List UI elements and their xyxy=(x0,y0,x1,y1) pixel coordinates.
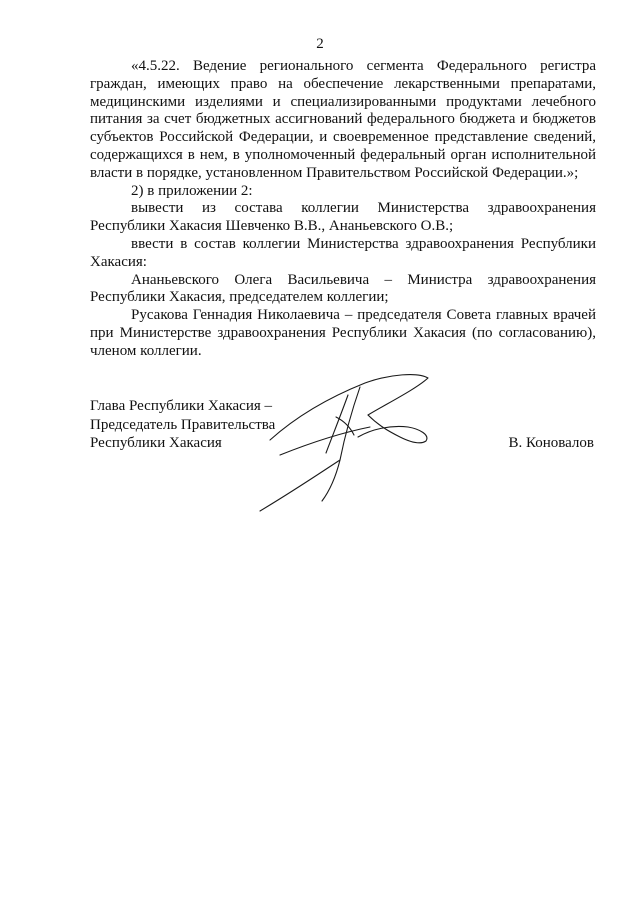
signatory-position-line: Республики Хакасия xyxy=(90,435,222,451)
page-number: 2 xyxy=(316,36,324,52)
paragraph-appendix-2: 2) в приложении 2: xyxy=(131,182,253,199)
paragraph-remove-members: вывести из состава коллегии Министерства здравоохранения Республики Хакасия Шевченко В.В., Ананьевского О.В.; xyxy=(90,200,596,235)
paragraph-member: Русакова Геннадия Николаевича – председателя Совета главных врачей при Министерстве здравоохранения Республики Хакасия (по согласованию), членом коллегии. xyxy=(90,307,596,359)
signatory-name: В. Коновалов xyxy=(508,435,594,451)
paragraph-clause-4-5-22: «4.5.22. Ведение регионального сегмента Федерального регистра граждан, имеющих право на обеспечение лекарственными препаратами, медицинскими изделиями и специализированными продуктами лечебного питания за счет бюджетных ассигнований федерального бюджета и бюджетов субъектов Российской Федерации, и своевременное представление сведений, содержащихся в нем, в уполномоченный федеральный орган исполнительной власти в порядке, установленном Правительством Российской Федерации.»; xyxy=(90,58,596,181)
document-body xyxy=(90,58,596,361)
paragraph-chairman: Ананьевского Олега Васильевича – Министра здравоохранения Республики Хакасия, председателем коллегии; xyxy=(90,271,596,306)
paragraph-add-members: ввести в состав коллегии Министерства здравоохранения Республики Хакасия: xyxy=(90,235,596,270)
signatory-position-line: Глава Республики Хакасия – xyxy=(90,398,273,414)
signatory-position-line: Председатель Правительства xyxy=(90,416,276,433)
